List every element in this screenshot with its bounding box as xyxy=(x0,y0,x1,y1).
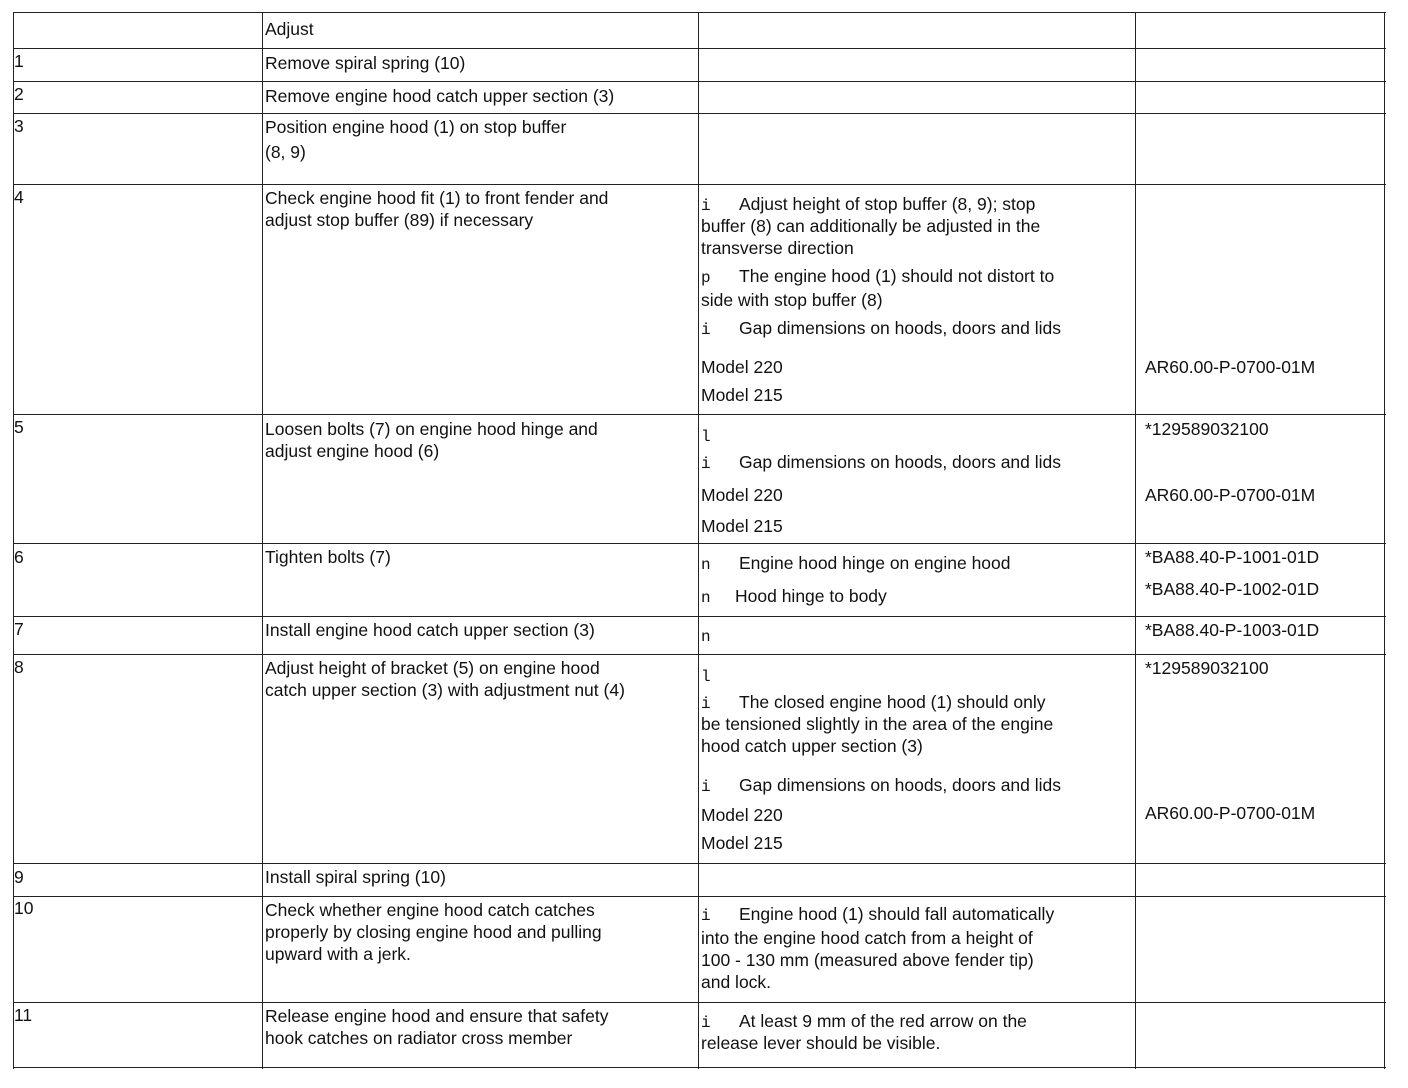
torque-icon: n xyxy=(701,628,711,646)
note-line: n Hood hinge to body xyxy=(701,586,887,607)
procedure-table xyxy=(13,12,1386,1069)
step-action-line: Check whether engine hood catch catches xyxy=(265,900,595,920)
note-line: hood catch upper section (3) xyxy=(701,736,923,756)
note-line: side with stop buffer (8) xyxy=(701,290,883,310)
step-number: 10 xyxy=(14,898,34,918)
table-row xyxy=(13,414,1386,543)
step-number: 4 xyxy=(14,187,24,207)
reference-link[interactable]: *129589032100 xyxy=(1145,419,1269,439)
note-line: i The closed engine hood (1) should only xyxy=(701,692,1046,713)
table-row xyxy=(13,81,1386,113)
note-line: i Gap dimensions on hoods, doors and lids xyxy=(701,775,1062,796)
tool-icon: l xyxy=(701,428,711,446)
model-label: Model 220 xyxy=(701,485,783,505)
step-action: Remove engine hood catch upper section (3) xyxy=(265,86,615,106)
table-row xyxy=(13,184,1386,414)
note-line: i Gap dimensions on hoods, doors and lids xyxy=(701,318,1062,339)
torque-icon: n xyxy=(701,556,711,574)
model-label: Model 215 xyxy=(701,385,783,405)
note-line: n Engine hood hinge on engine hood xyxy=(701,553,1011,574)
table-row xyxy=(13,863,1386,896)
note-line: i At least 9 mm of the red arrow on the xyxy=(701,1011,1027,1032)
step-action-line: catch upper section (3) with adjustment nut (4) xyxy=(265,680,625,700)
note-line: i Engine hood (1) should fall automatically xyxy=(701,904,1055,925)
note-line: 100 - 130 mm (measured above fender tip) xyxy=(701,950,1034,970)
info-icon: i xyxy=(701,197,711,215)
info-icon: i xyxy=(701,907,711,925)
model-label: Model 215 xyxy=(701,516,783,536)
step-action: Install spiral spring (10) xyxy=(265,867,446,887)
reference-link[interactable]: AR60.00-P-0700-01M xyxy=(1145,803,1316,823)
step-number: 9 xyxy=(14,867,24,887)
model-label: Model 220 xyxy=(701,805,783,825)
step-action-line: upward with a jerk. xyxy=(265,944,411,964)
note-line: p The engine hood (1) should not distort to xyxy=(701,266,1055,287)
step-action-line: Adjust height of bracket (5) on engine hood xyxy=(265,658,600,678)
table-row xyxy=(13,896,1386,1002)
reference-link[interactable]: AR60.00-P-0700-01M xyxy=(1145,485,1316,505)
info-icon: i xyxy=(701,695,711,713)
step-number: 7 xyxy=(14,619,24,639)
step-action-line: (8, 9) xyxy=(265,142,306,162)
table-row xyxy=(13,543,1386,616)
step-action-line: Position engine hood (1) on stop buffer xyxy=(265,117,567,137)
step-number: 11 xyxy=(14,1005,33,1025)
reference-link[interactable]: AR60.00-P-0700-01M xyxy=(1145,357,1316,377)
tool-icon: l xyxy=(701,668,711,686)
note-line: be tensioned slightly in the area of the engine xyxy=(701,714,1054,734)
table-row xyxy=(13,616,1386,654)
note-line: i Gap dimensions on hoods, doors and lids xyxy=(701,452,1062,473)
info-icon: i xyxy=(701,455,711,473)
header-action: Adjust xyxy=(265,19,314,39)
reference-link[interactable]: *BA88.40-P-1002-01D xyxy=(1145,579,1320,599)
note-line xyxy=(701,424,1133,448)
table-row xyxy=(13,48,1386,81)
step-action-line: adjust engine hood (6) xyxy=(265,441,440,461)
note-line: into the engine hood catch from a height of xyxy=(701,928,1033,948)
step-action-line: Loosen bolts (7) on engine hood hinge and xyxy=(265,419,598,439)
table-header-row xyxy=(13,12,1386,48)
note-line: i Adjust height of stop buffer (8, 9); stop xyxy=(701,194,1036,215)
info-icon: i xyxy=(701,1014,711,1032)
info-icon: i xyxy=(701,321,711,339)
step-number: 6 xyxy=(14,547,24,567)
note-line: release lever should be visible. xyxy=(701,1033,941,1053)
info-icon: i xyxy=(701,778,711,796)
step-action-line: Check engine hood fit (1) to front fender and xyxy=(265,188,609,208)
step-number: 3 xyxy=(14,116,24,136)
reference-link[interactable]: *129589032100 xyxy=(1145,658,1269,678)
table-row xyxy=(13,1002,1386,1067)
table-row xyxy=(13,654,1386,863)
step-action-line: hook catches on radiator cross member xyxy=(265,1028,573,1048)
step-number: 5 xyxy=(14,417,24,437)
note-line: buffer (8) can additionally be adjusted in the xyxy=(701,216,1041,236)
note-line xyxy=(701,664,1133,688)
caution-icon: p xyxy=(701,269,711,287)
model-label: Model 220 xyxy=(701,357,783,377)
model-label: Model 215 xyxy=(701,833,783,853)
note-line: and lock. xyxy=(701,972,772,992)
step-action-line: adjust stop buffer (89) if necessary xyxy=(265,210,534,230)
step-action-line: properly by closing engine hood and pulling xyxy=(265,922,602,942)
step-action: Install engine hood catch upper section (3) xyxy=(265,620,595,640)
note-line: transverse direction xyxy=(701,238,854,258)
reference-link[interactable]: *BA88.40-P-1003-01D xyxy=(1145,620,1320,640)
step-action: Tighten bolts (7) xyxy=(265,547,391,567)
step-number: 8 xyxy=(14,657,24,677)
torque-icon: n xyxy=(701,589,711,607)
step-action: Remove spiral spring (10) xyxy=(265,53,466,73)
reference-link[interactable]: *BA88.40-P-1001-01D xyxy=(1145,547,1320,567)
step-action-line: Release engine hood and ensure that safety xyxy=(265,1006,609,1026)
step-number: 2 xyxy=(14,84,24,104)
step-number: 1 xyxy=(14,51,24,71)
note-line xyxy=(701,624,1133,648)
table-row xyxy=(13,113,1386,184)
